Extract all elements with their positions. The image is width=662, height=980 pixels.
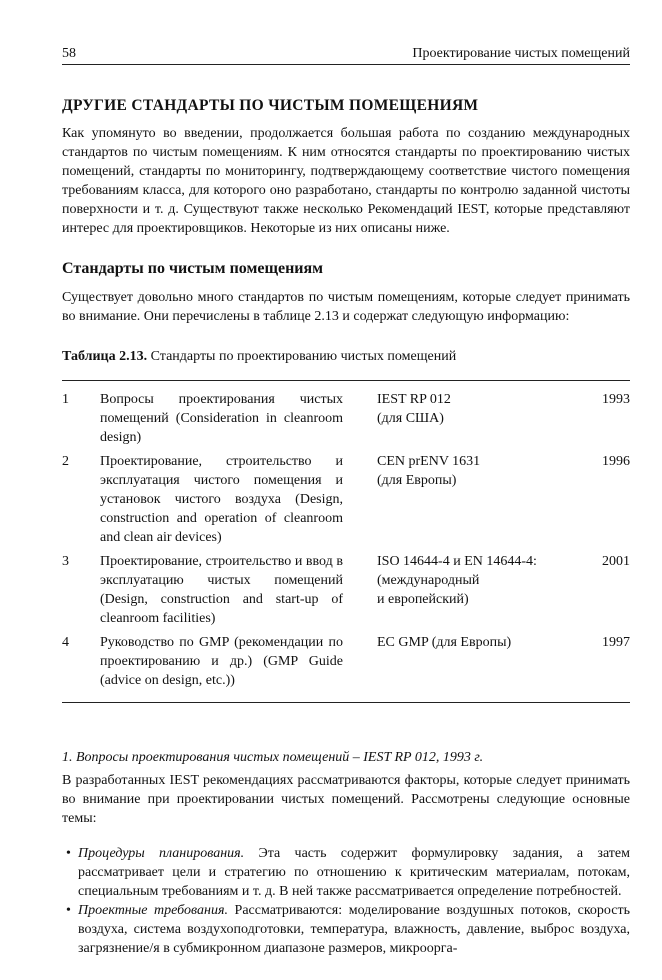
running-title: Проектирование чистых помещений [412, 46, 630, 61]
standards-table [62, 380, 630, 703]
list-item [62, 901, 630, 958]
standard-line: CEN prENV 1631 [377, 454, 481, 469]
table-row [62, 552, 630, 628]
row-standard [377, 552, 582, 628]
table-row [62, 452, 630, 547]
page-number: 58 [62, 46, 76, 61]
row-number: 4 [62, 635, 69, 650]
standards-paragraph: Существует довольно много стандартов по чистым помещениям, которые следует принимать во внимание. Они перечислены в таблице 2.13 и содержат следующую информацию: [62, 290, 630, 324]
intro-paragraph: Как упомянуто во введении, продолжается большая работа по созданию международных стандартов по чистым помещениям. К ним относятся стандарты по проектированию чистых помещений, стандарты по мониторингу, подтверждающему соответствие чистого помещения требованиям класса, для которого оно разработано, стандарты по контролю заданной чистоты поверхности и т. д. Существуют также несколько Рекомендаций IEST, которые представляют интерес для проектировщиков. Некоторые из них описаны ниже. [62, 126, 630, 236]
table-row [62, 390, 630, 447]
book-page [62, 42, 630, 956]
standard-line: (международный [377, 573, 480, 588]
topics-list [62, 844, 630, 958]
row-title: Вопросы проектирования чистых помещений (Consideration in cleanroom design) [100, 392, 343, 445]
list-item [62, 844, 630, 901]
row-number: 1 [62, 392, 69, 407]
standard-line: EC GMP (для Европы) [377, 635, 512, 650]
row-year: 2001 [602, 554, 630, 569]
subsection-title: 1. Вопросы проектирования чистых помещений – IEST RP 012, 1993 г. [62, 750, 484, 765]
row-title: Проектирование, строительство и ввод в эксплуатацию чистых помещений (Design, construction and start-up of cleanroom facilities) [100, 554, 343, 626]
page-header [62, 42, 630, 65]
table-caption [62, 349, 456, 365]
row-title: Проектирование, строительство и эксплуатация чистого помещения и установок чистого воздуха (Design, construction and operation of cleanroom and clean air devices) [100, 454, 343, 545]
bullet-icon: • [66, 903, 71, 918]
row-number: 2 [62, 454, 69, 469]
bullet-icon: • [66, 846, 71, 861]
topic-text: Эта часть содержит формулировку задания, а затем рассматривает цели и стратегию по отношению к критическим материалам, потокам, специальным требованиям и т. д. В ней также рассматривается определение потребностей. [78, 846, 630, 899]
row-year: 1996 [602, 454, 630, 469]
standard-line: IEST RP 012 [377, 392, 451, 407]
row-standard [377, 390, 582, 447]
row-year: 1997 [602, 635, 630, 650]
table-caption-text: Стандарты по проектированию чистых помещений [147, 349, 457, 364]
row-year: 1993 [602, 392, 630, 407]
row-standard [377, 452, 582, 547]
row-number: 3 [62, 554, 69, 569]
section-title-other-standards: ДРУГИЕ СТАНДАРТЫ ПО ЧИСТЫМ ПОМЕЩЕНИЯМ [62, 97, 479, 114]
standard-line: (для Европы) [377, 473, 457, 488]
row-title: Руководство по GMP (рекомендации по проектированию и др.) (GMP Guide (advice on design, etc.)) [100, 635, 343, 688]
topic-text: Рассматриваются: моделирование воздушных потоков, скорость воздуха, система воздухоподготовки, температура, влажность, давление, выброс воздуха, загрязнение/я в субмикронном диапазоне размеров, микроорга- [78, 903, 630, 956]
standard-line: (для США) [377, 411, 444, 426]
topic-term: Проектные требования. [78, 903, 228, 918]
row-standard [377, 633, 582, 690]
table-row [62, 633, 630, 690]
subsection-paragraph: В разработанных IEST рекомендациях рассматриваются факторы, которые следует принимать во внимание при проектировании чистых помещений. Рассмотрены следующие основные темы: [62, 773, 630, 826]
table-caption-label: Таблица 2.13. [62, 349, 148, 364]
section-title-cleanroom-standards: Стандарты по чистым помещениям [62, 260, 324, 277]
standard-line: ISO 14644-4 и EN 14644-4: [377, 554, 537, 569]
topic-term: Процедуры планирования. [78, 846, 245, 861]
standard-line: и европейский) [377, 592, 469, 607]
